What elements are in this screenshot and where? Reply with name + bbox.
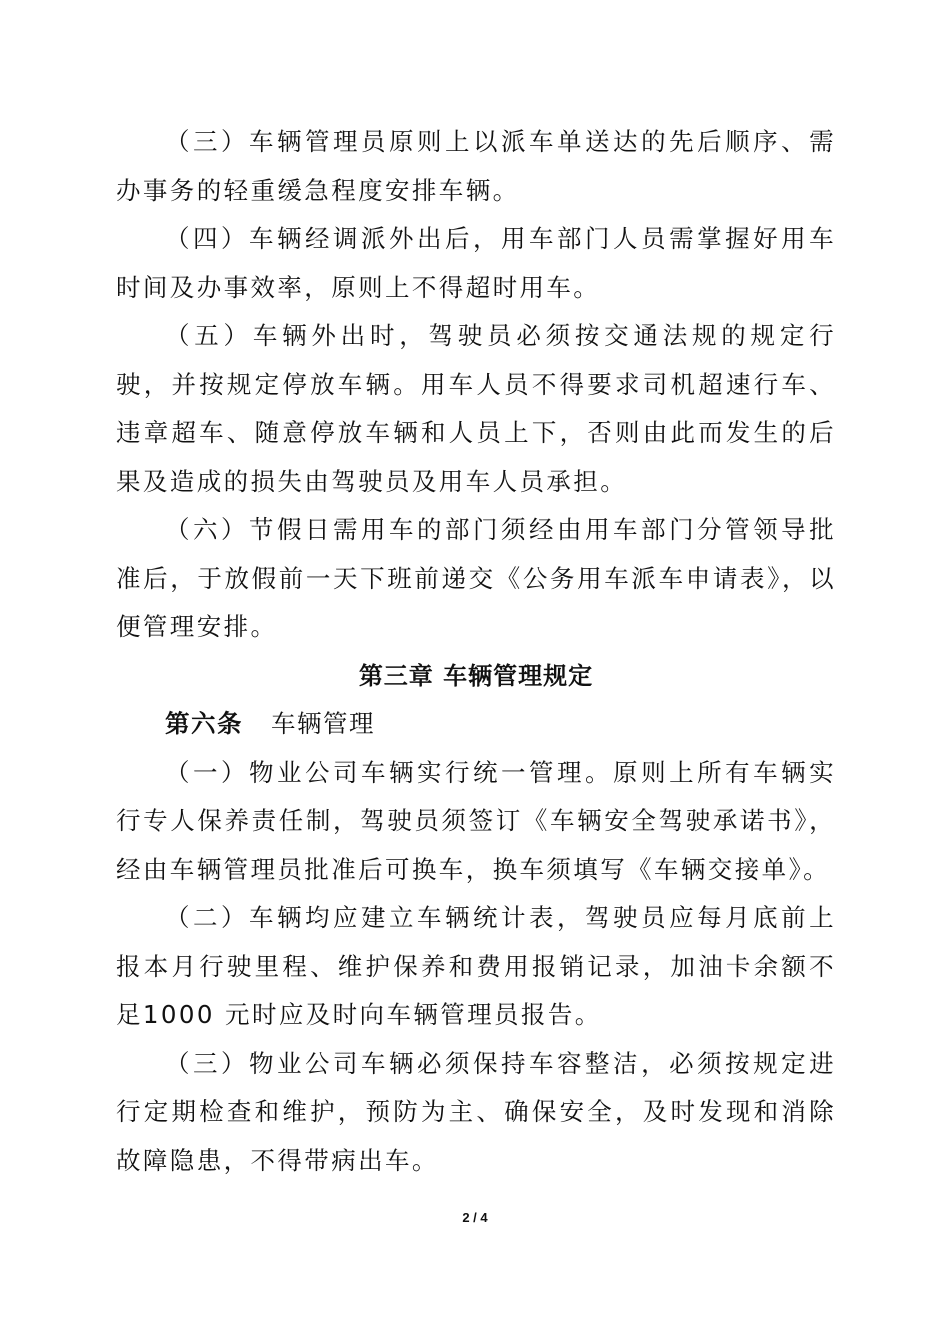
chapter-title: 第三章 车辆管理规定 (358, 661, 594, 690)
page-number: 2 / 4 (462, 1210, 488, 1225)
paragraph-usage-time: （四）车辆经调派外出后，用车部门人员需掌握好用车时间及办事效率，原则上不得超时用车。 (116, 224, 836, 302)
paragraph-holiday-usage: （六）节假日需用车的部门须经由用车部门分管领导批准后，于放假前一天下班前递交《公务用车派车申请表》，以便管理安排。 (116, 515, 836, 641)
paragraph-traffic-rules: （五）车辆外出时，驾驶员必须按交通法规的规定行驶，并按规定停放车辆。用车人员不得要求司机超速行车、违章超车、随意停放车辆和人员上下，否则由此而发生的后果及造成的损失由驾驶员及用车人员承担。 (116, 321, 836, 496)
article-title: 车辆管理 (271, 709, 375, 738)
article-heading (116, 700, 836, 749)
document-body (116, 118, 836, 1185)
paragraph-dispatch-order: （三）车辆管理员原则上以派车单送达的先后顺序、需办事务的轻重缓急程度安排车辆。 (116, 127, 836, 205)
article-number: 第六条 (165, 709, 243, 738)
paragraph-unified-management: （一）物业公司车辆实行统一管理。原则上所有车辆实行专人保养责任制，驾驶员须签订《车辆安全驾驶承诺书》，经由车辆管理员批准后可换车，换车须填写《车辆交接单》。 (116, 757, 836, 884)
paragraph-vehicle-statistics: （二）车辆均应建立车辆统计表，驾驶员应每月底前上报本月行驶里程、维护保养和费用报销记录，加油卡余额不足1000 元时应及时向车辆管理员报告。 (116, 903, 836, 1029)
paragraph-vehicle-maintenance: （三）物业公司车辆必须保持车容整洁，必须按规定进行定期检查和维护，预防为主、确保安全，及时发现和消除故障隐患，不得带病出车。 (116, 1048, 836, 1175)
